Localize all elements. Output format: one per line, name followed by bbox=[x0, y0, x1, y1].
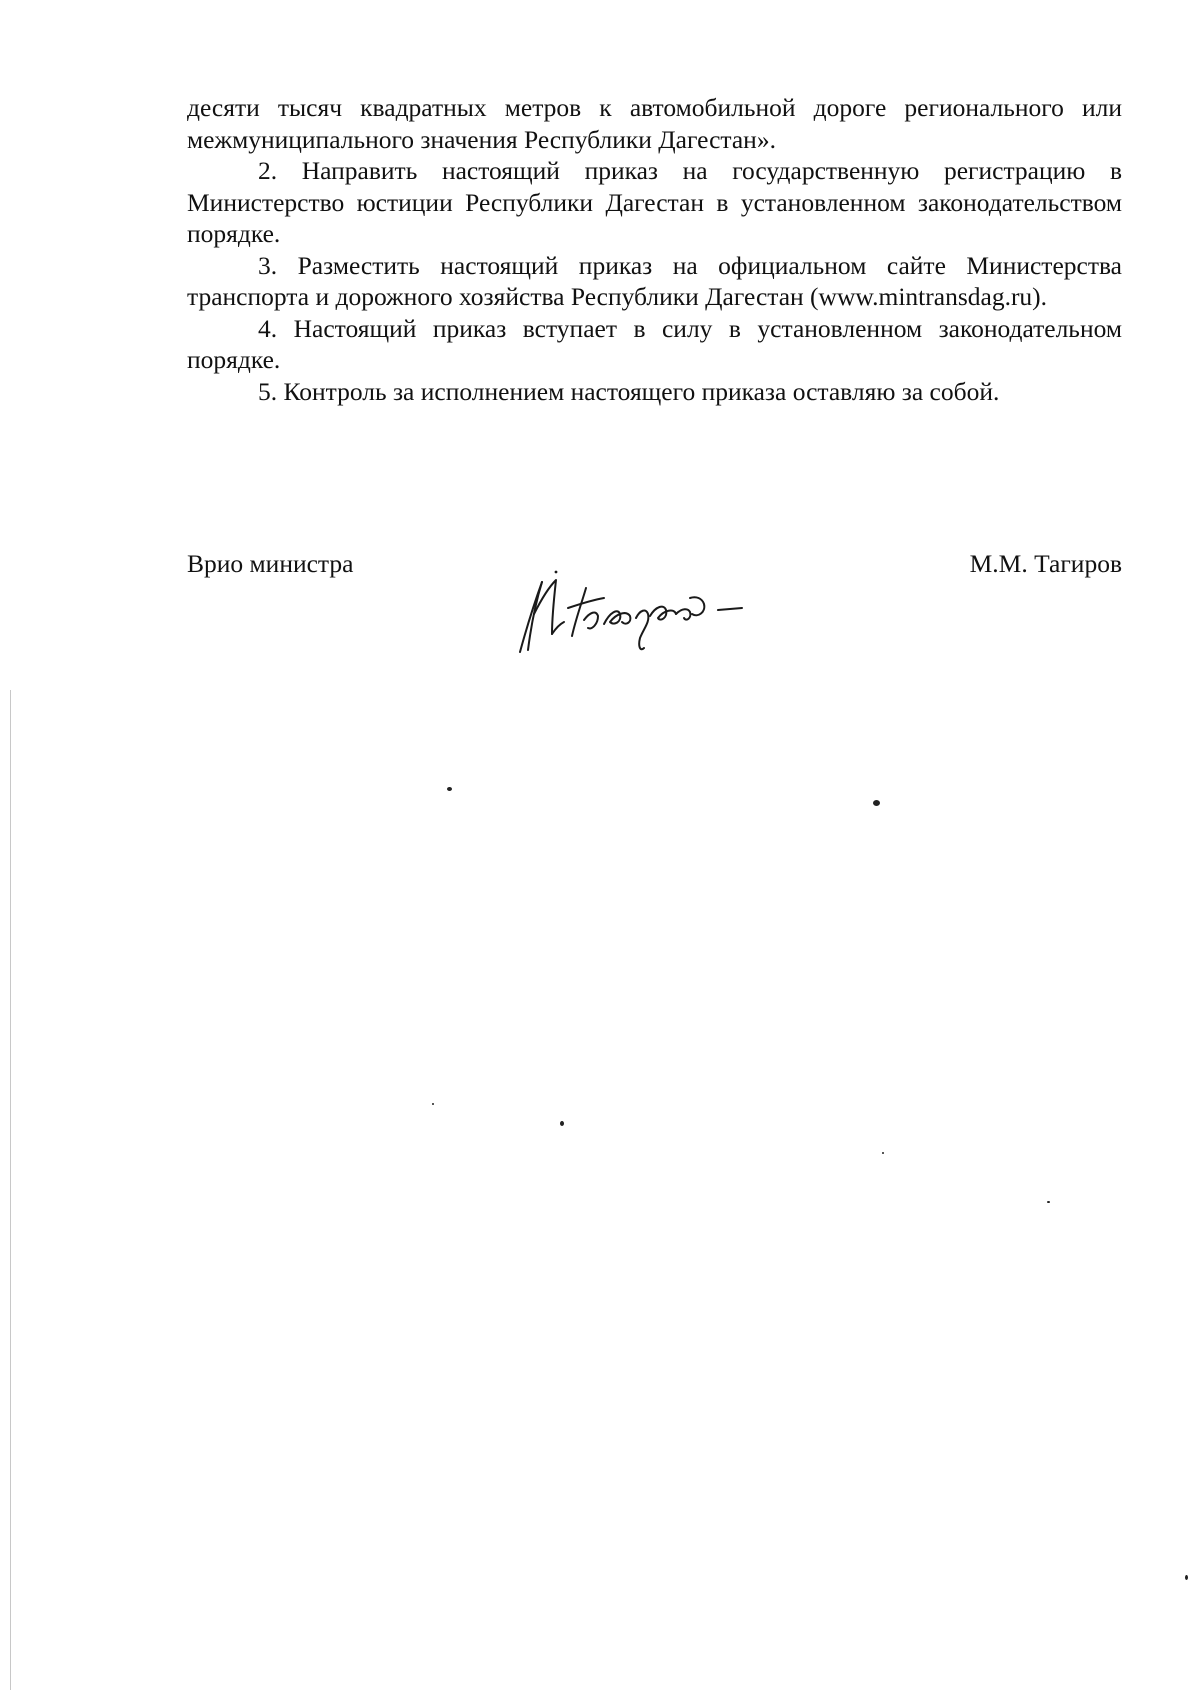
paragraph-continuation: десяти тысяч квадратных метров к автомобильной дороге регионального или межмуниципального значения Республики Дагестан». bbox=[187, 93, 1122, 154]
scan-speck bbox=[882, 1152, 884, 1154]
scan-speck bbox=[560, 1121, 564, 1126]
paragraph-item-4: 4. Настоящий приказ вступает в силу в установленном законодательном порядке. bbox=[187, 313, 1122, 374]
document-body bbox=[187, 92, 1122, 407]
handwritten-signature bbox=[512, 568, 782, 663]
scan-edge-line bbox=[10, 690, 11, 1690]
scan-speck bbox=[873, 800, 880, 806]
scan-speck bbox=[447, 787, 452, 791]
scan-speck bbox=[1047, 1201, 1050, 1203]
paragraph-item-2: 2. Направить настоящий приказ на государственную регистрацию в Министерство юстиции Республики Дагестан в установленном законодательством порядке. bbox=[187, 156, 1122, 248]
scan-speck bbox=[432, 1103, 434, 1105]
signatory-name: М.М. Тагиров bbox=[969, 549, 1122, 578]
paragraph-item-5: 5. Контроль за исполнением настоящего приказа оставляю за собой. bbox=[258, 376, 1000, 406]
scan-speck bbox=[1185, 1575, 1188, 1580]
paragraph-item-3: 3. Разместить настоящий приказ на официальном сайте Министерства транспорта и дорожного хозяйства Республики Дагестан (www.mintransdag.ru). bbox=[187, 250, 1122, 311]
signatory-position: Врио министра bbox=[187, 549, 354, 578]
